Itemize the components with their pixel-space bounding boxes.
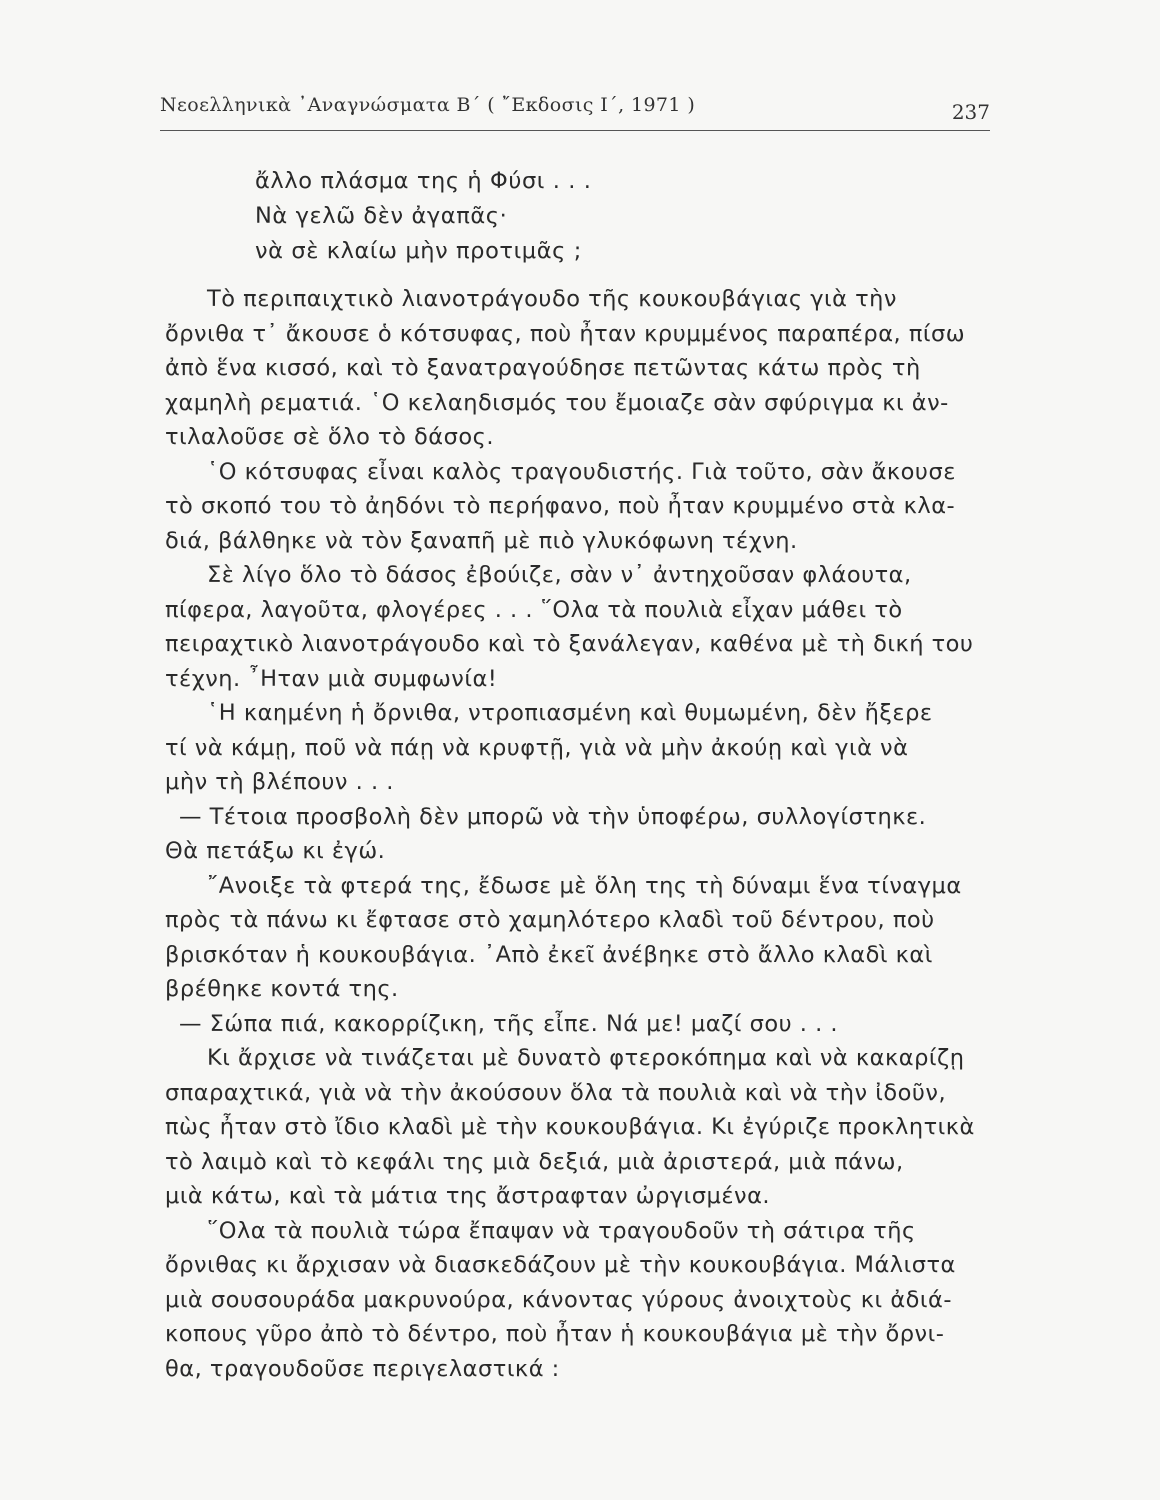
text-line: τὸ λαιμὸ καὶ τὸ κεφάλι της μιὰ δεξιά, μιὰ ἀριστερά, μιὰ πάνω,	[165, 1148, 904, 1175]
verse-block	[255, 164, 955, 269]
text-line: θα, τραγουδοῦσε περιγελαστικά :	[165, 1355, 560, 1382]
text-line: ῾Ο κότσυφας εἶναι καλὸς τραγουδιστής. Γιὰ τοῦτο, σὰν ἄκουσε	[207, 458, 956, 485]
header-rule	[160, 130, 990, 131]
text-line: ὄρνιθα τ᾿ ἄκουσε ὁ κότσυφας, ποὺ ἦταν κρυμμένος παραπέρα, πίσω	[165, 320, 966, 347]
text-line: πειραχτικὸ λιανοτράγουδο καὶ τὸ ξανάλεγαν, καθένα μὲ τὴ δική του	[165, 631, 974, 657]
text-line: ῎Ανοιξε τὰ φτερά της, ἔδωσε μὲ ὅλη της τὴ δύναμι ἕνα τίναγμα	[207, 872, 962, 899]
text-line: βρέθηκε κοντά της.	[165, 976, 399, 1002]
text-line: μὴν τὴ βλέπουν . . .	[165, 769, 394, 795]
verse-line: ἄλλο πλάσμα της ἡ Φύσι . . .	[255, 168, 592, 194]
text-line: ῾Η καημένη ἡ ὄρνιθα, ντροπιασμένη καὶ θυμωμένη, δὲν ἤξερε	[207, 700, 933, 726]
text-line: κοπους γῦρο ἀπὸ τὸ δέντρο, ποὺ ἦταν ἡ κουκουβάγια μὲ τὴν ὄρνι-	[165, 1321, 945, 1347]
text-line: πὼς ἦταν στὸ ἴδιο κλαδὶ μὲ τὴν κουκουβάγια. Κι ἐγύριζε προκλητικὰ	[165, 1114, 975, 1140]
text-line: διά, βάλθηκε νὰ τὸν ξαναπῆ μὲ πιὸ γλυκόφωνη τέχνη.	[165, 527, 798, 554]
text-line: Σὲ λίγο ὅλο τὸ δάσος ἐβούιζε, σὰν ν᾿ ἀντηχοῦσαν φλάουτα,	[207, 562, 912, 588]
verse-line: νὰ σὲ κλαίω μὴν προτιμᾶς ;	[255, 238, 582, 264]
text-line: ἀπὸ ἕνα κισσό, καὶ τὸ ξανατραγούδησε πετῶντας κάτω πρὸς τὴ	[165, 355, 921, 381]
text-line: σπαραχτικά, γιὰ νὰ τὴν ἀκούσουν ὅλα τὰ πουλιὰ καὶ νὰ τὴν ἰδοῦν,	[165, 1079, 947, 1106]
text-line: ὄρνιθας κι ἄρχισαν νὰ διασκεδάζουν μὲ τὴν κουκουβάγια. Μάλιστα	[165, 1252, 956, 1278]
text-line: μιὰ σουσουράδα μακρυνούρα, κάνοντας γύρους ἀνοιχτοὺς κι ἀδιά-	[165, 1286, 952, 1313]
text-line: τί νὰ κάμῃ, ποῦ νὰ πάῃ νὰ κρυφτῇ, γιὰ νὰ μὴν ἀκούῃ καὶ γιὰ νὰ	[165, 734, 909, 761]
text-line: Θὰ πετάξω κι ἐγώ.	[165, 838, 386, 864]
verse-line: Νὰ γελῶ δὲν ἀγαπᾶς·	[255, 203, 508, 229]
running-header	[160, 90, 990, 130]
text-line: πίφερα, λαγοῦτα, φλογέρες . . . ῞Ολα τὰ πουλιὰ εἶχαν μάθει τὸ	[165, 596, 903, 623]
text-line: τιλαλοῦσε σὲ ὅλο τὸ δάσος.	[165, 424, 494, 450]
text-line: ῞Ολα τὰ πουλιὰ τώρα ἔπαψαν νὰ τραγουδοῦν τὴ σάτιρα τῆς	[207, 1217, 916, 1244]
text-line: πρὸς τὰ πάνω κι ἔφτασε στὸ χαμηλότερο κλαδὶ τοῦ δέντρου, ποὺ	[165, 907, 935, 933]
text-line: — Τέτοια προσβολὴ δὲν μπορῶ νὰ τὴν ὑποφέρω, συλλογίστηκε.	[179, 803, 927, 830]
text-line: τὸ σκοπό του τὸ ἀηδόνι τὸ περήφανο, ποὺ ἦταν κρυμμένο στὰ κλα-	[165, 493, 956, 519]
text-line: Κι ἄρχισε νὰ τινάζεται μὲ δυνατὸ φτεροκόπημα καὶ νὰ κακαρίζῃ	[207, 1045, 965, 1071]
page-number: 237	[951, 100, 990, 124]
header-title: Νεοελληνικὰ ᾿Αναγνώσματα Β΄ ( ῎Εκδοσις Ι΄, 1971 )	[160, 94, 696, 116]
body-text	[165, 282, 985, 1386]
text-line: χαμηλὴ ρεματιά. ῾Ο κελαηδισμός του ἔμοιαζε σὰν σφύριγμα κι ἀν-	[165, 389, 949, 416]
text-line: Τὸ περιπαιχτικὸ λιανοτράγουδο τῆς κουκουβάγιας γιὰ τὴν	[207, 286, 897, 312]
text-line: μιὰ κάτω, καὶ τὰ μάτια της ἄστραφταν ὠργισμένα.	[165, 1183, 771, 1209]
text-line: — Σώπα πιά, κακορρίζικη, τῆς εἶπε. Νά με! μαζί σου . . .	[179, 1010, 839, 1037]
text-line: τέχνη. ῏Ηταν μιὰ συμφωνία!	[165, 665, 498, 692]
text-line: βρισκόταν ἡ κουκουβάγια. ᾿Απὸ ἐκεῖ ἀνέβηκε στὸ ἄλλο κλαδὶ καὶ	[165, 941, 933, 968]
